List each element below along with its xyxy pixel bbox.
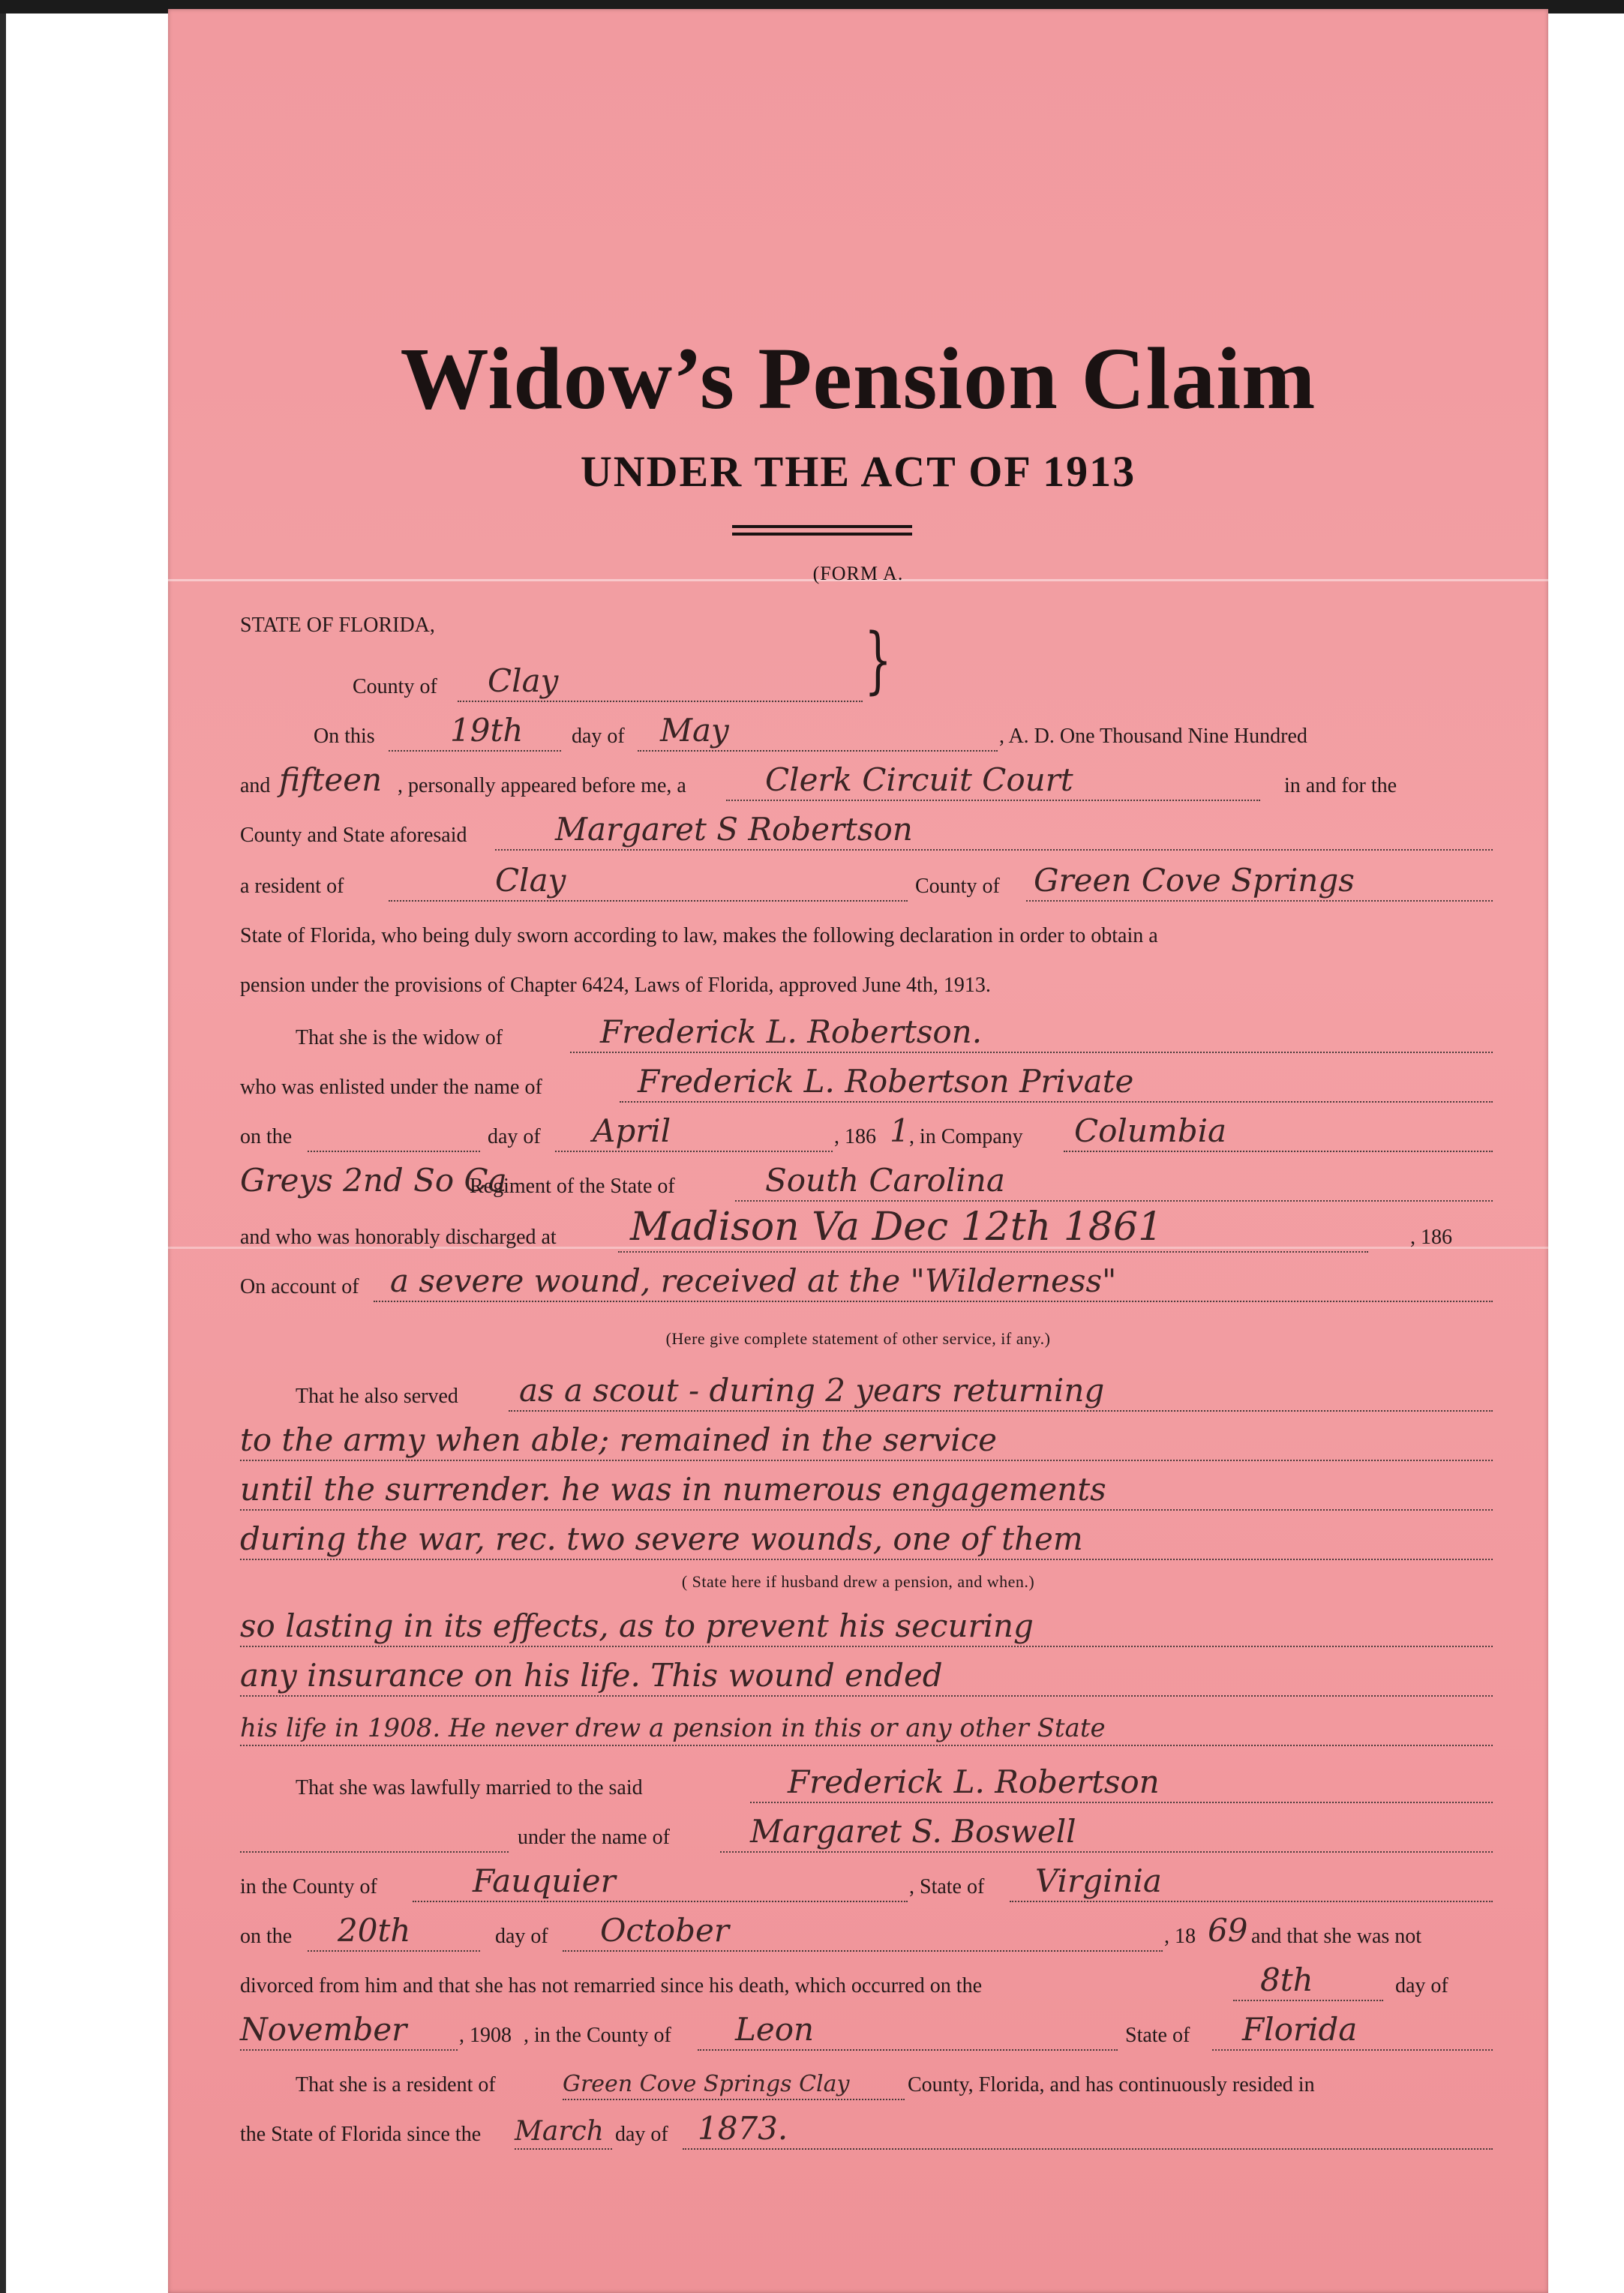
married-line: That she was lawfully married to the said Frederick L. Robertson xyxy=(240,1764,1493,1803)
marriage-state-field: Virginia xyxy=(1035,1862,1162,1899)
service-line xyxy=(240,1521,1493,1560)
pension-law-line: pension under the provisions of Chapter 6424, Laws of Florida, approved June 4th, 1913. xyxy=(240,974,991,997)
resident-county-field: Green Cove Springs Clay xyxy=(563,2071,850,2097)
title-rule xyxy=(732,525,912,528)
title-rule xyxy=(732,533,912,536)
pension-field-3: his life in 1908. He never drew a pension in this or any other State xyxy=(240,1713,1106,1743)
enlisted-line: who was enlisted under the name of Frederick L. Robertson Private xyxy=(240,1064,1493,1103)
town-field: Green Cove Springs xyxy=(1034,862,1355,899)
service-line xyxy=(240,1472,1493,1511)
residence-field: Clay xyxy=(495,862,566,899)
since-month-field: March xyxy=(515,2116,604,2147)
pension-field-2: any insurance on his life. This wound ended xyxy=(240,1657,943,1694)
marriage-month-field: October xyxy=(600,1912,729,1949)
company-field: Columbia xyxy=(1074,1112,1227,1149)
officer-field: Clerk Circuit Court xyxy=(765,761,1073,798)
death-month-field: November xyxy=(240,2011,407,2048)
service-field-1: as a scout - during 2 years returning xyxy=(519,1372,1105,1409)
married-field: Frederick L. Robertson xyxy=(788,1763,1160,1800)
widow-line: That she is the widow of Frederick L. Robertson. xyxy=(240,1014,1493,1053)
marriage-place-line: in the County of Fauquier , State of Virginia xyxy=(240,1863,1493,1902)
county-field: Clay xyxy=(488,662,559,699)
pension-line xyxy=(240,1707,1493,1746)
pension-line xyxy=(240,1658,1493,1697)
sworn-line: State of Florida, who being duly sworn according to law, makes the following declaration in order to obtain a xyxy=(240,924,1158,947)
death-county-field: Leon xyxy=(735,2011,815,2048)
year-field: fifteen xyxy=(279,761,383,798)
discharge-field: Madison Va Dec 12th 1861 xyxy=(630,1205,1163,1250)
maiden-field: Margaret S. Boswell xyxy=(750,1813,1076,1850)
form-title: Widow’s Pension Claim xyxy=(400,329,1316,428)
resident-line: That she is a resident of Green Cove Springs Clay County, Florida, and has continuously resided in xyxy=(240,2061,1493,2100)
enlist-month-field: April xyxy=(593,1112,671,1149)
service-field-2: to the army when able; remained in the service xyxy=(240,1421,998,1458)
enlisted-field: Frederick L. Robertson Private xyxy=(638,1063,1134,1100)
regiment-line: Greys 2nd So Ca Regiment of the State of South Carolina xyxy=(240,1163,1493,1202)
appeared-line: and fifteen , personally appeared before me, a Clerk Circuit Court in and for the xyxy=(240,762,1493,801)
enlist-year-field: 1 xyxy=(890,1112,910,1149)
service-field-3: until the surrender. he was in numerous engagements xyxy=(240,1471,1106,1508)
residence-line: a resident of Clay County of Green Cove Springs xyxy=(240,863,1493,902)
form-subtitle: UNDER THE ACT OF 1913 xyxy=(580,447,1136,496)
account-field: a severe wound, received at the "Wilderness" xyxy=(390,1262,1117,1299)
also-served-line: That he also served as a scout - during 2 years returning xyxy=(240,1373,1493,1412)
claimant-line: County and State aforesaid Margaret S Robertson xyxy=(240,812,1493,851)
since-line: the State of Florida since the March day of 1873. xyxy=(240,2111,1493,2150)
marriage-day-field: 20th xyxy=(338,1912,411,1949)
pension-line xyxy=(240,1608,1493,1647)
state-field: South Carolina xyxy=(765,1162,1005,1199)
company-field-cont: Greys 2nd So Ca xyxy=(240,1162,507,1199)
husband-field: Frederick L. Robertson. xyxy=(600,1013,983,1050)
claimant-field: Margaret S Robertson xyxy=(555,811,913,848)
death-day-field: 8th xyxy=(1260,1961,1313,1998)
state-header: STATE OF FLORIDA, xyxy=(240,614,435,637)
marriage-county-field: Fauquier xyxy=(473,1862,616,1899)
month-field: May xyxy=(660,712,729,749)
service-field-4: during the war, rec. two severe wounds, one of them xyxy=(240,1520,1083,1557)
marriage-year-field: 69 xyxy=(1208,1912,1248,1949)
death-line: November , 1908 , in the County of Leon State of Florida xyxy=(240,2012,1493,2051)
brace-mark: } xyxy=(864,618,892,702)
enlist-date-line: on the day of April , 186 1 , in Company Columbia xyxy=(240,1113,1493,1152)
date-line: On this 19th day of May , A. D. One Thousand Nine Hundred xyxy=(240,713,1493,752)
divorce-line: divorced from him and that she has not remarried since his death, which occurred on the 8th day of xyxy=(240,1962,1493,2001)
pension-field-1: so lasting in its effects, as to prevent his securing xyxy=(240,1607,1034,1644)
service-note: (Here give complete statement of other service, if any.) xyxy=(665,1329,1051,1348)
marriage-date-line: on the 20th day of October , 18 69 and that she was not xyxy=(240,1913,1493,1952)
discharge-line: and who was honorably discharged at Madison Va Dec 12th 1861 , 186 xyxy=(240,1214,1493,1253)
scan-left-border xyxy=(0,14,6,2293)
county-line: County of Clay xyxy=(240,663,1493,702)
maiden-line: under the name of Margaret S. Boswell xyxy=(240,1814,1493,1853)
service-line xyxy=(240,1422,1493,1461)
pension-note: ( State here if husband drew a pension, and when.) xyxy=(681,1572,1035,1591)
form-label: (FORM A. xyxy=(812,563,904,584)
account-line: On account of a severe wound, received at the "Wilderness" xyxy=(240,1263,1493,1302)
pension-form-sheet xyxy=(168,9,1548,2293)
since-year-field: 1873. xyxy=(698,2110,788,2147)
death-state-field: Florida xyxy=(1242,2011,1358,2048)
day-field: 19th xyxy=(450,712,524,749)
